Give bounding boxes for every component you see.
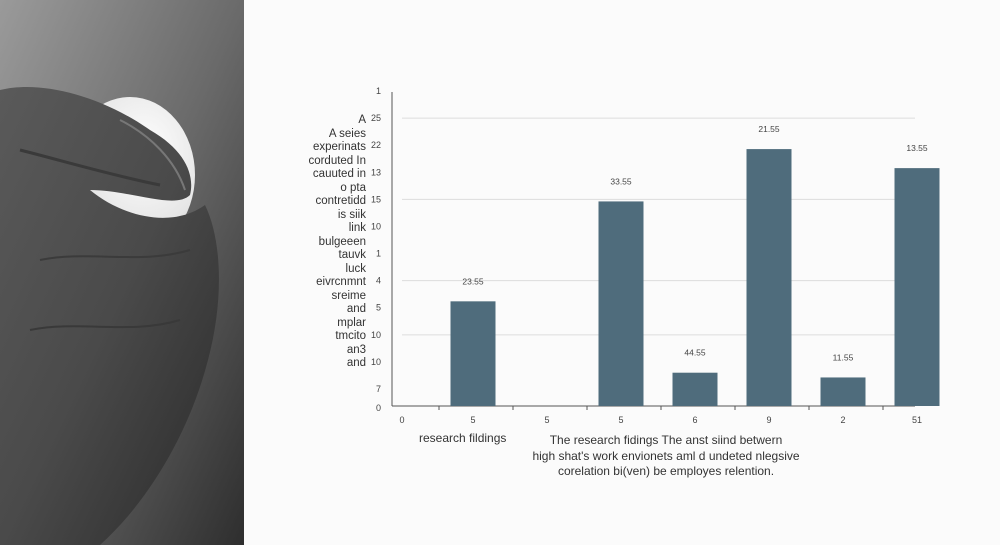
y-tick-label: 7 [375,384,381,394]
side-text-line: cauuted in [312,168,366,180]
bar-value-label: 13.55 [906,143,928,154]
y-tick-label: 1 [375,248,381,259]
x-tick-label: 6 [692,415,698,425]
x-tick-label: 5 [544,415,550,425]
side-text-line: mplar [337,316,366,329]
side-text-line: tauvk [338,249,366,261]
side-text-line: and [346,357,366,369]
y-tick-label: 10 [370,329,381,340]
side-text-line: experinats [312,141,366,153]
bar-value-label: 21.55 [758,124,780,135]
y-tick-label: 5 [375,302,381,313]
side-text-line: luck [345,262,366,275]
bar [451,301,496,406]
y-tick-label: 0 [375,403,381,413]
x-tick-label: 5 [618,415,624,425]
side-text-line: corduted In [308,154,366,167]
caption-line: The research fidings The anst siind betwern [549,433,783,447]
x-tick-label: 0 [399,415,405,425]
bar [895,168,940,406]
caption-line: high shat's work envionets aml d undeted nlegsive [532,448,800,463]
side-text-line: is siik [337,208,366,221]
side-text-line: contretidd [315,195,366,207]
chart-caption-left: research fildings [419,431,507,445]
side-text-line: link [348,222,366,234]
bar-value-label: 11.55 [832,352,854,363]
y-tick-label: 10 [370,356,381,367]
bar-value-label: 33.55 [610,176,632,187]
side-text-line: an3 [346,343,366,356]
x-tick-label: 51 [911,415,923,425]
side-text-line: sreime [331,289,366,302]
caption-line: corelation bi(ven) be employes relention. [557,464,775,478]
side-text-line: A [358,114,366,126]
bar [747,149,792,406]
chart-caption-main [496,433,836,480]
y-tick-label: 13 [370,167,381,178]
side-text-line: eivrcnmnt [316,276,366,288]
bar-value-label: 44.55 [684,347,706,358]
y-tick-label: 4 [375,275,381,286]
side-text-line: tmcito [335,330,366,342]
y-tick-label: 10 [370,221,381,232]
y-tick-label: 15 [370,194,381,205]
y-tick-label: 22 [370,140,381,151]
side-text-line: bulgeeen [318,235,366,248]
y-tick-label: 1 [375,86,381,96]
side-text-line: o pta [340,181,366,194]
x-tick-label: 5 [470,415,476,425]
bar-value-label: 23.55 [462,276,484,287]
side-text-line: and [346,303,366,315]
bar [673,373,718,406]
x-tick-label: 2 [840,415,846,425]
bar [821,377,866,406]
side-text-line: A seies [328,127,366,140]
y-tick-label: 25 [370,113,381,124]
bar [599,201,644,406]
x-tick-label: 9 [766,415,772,425]
